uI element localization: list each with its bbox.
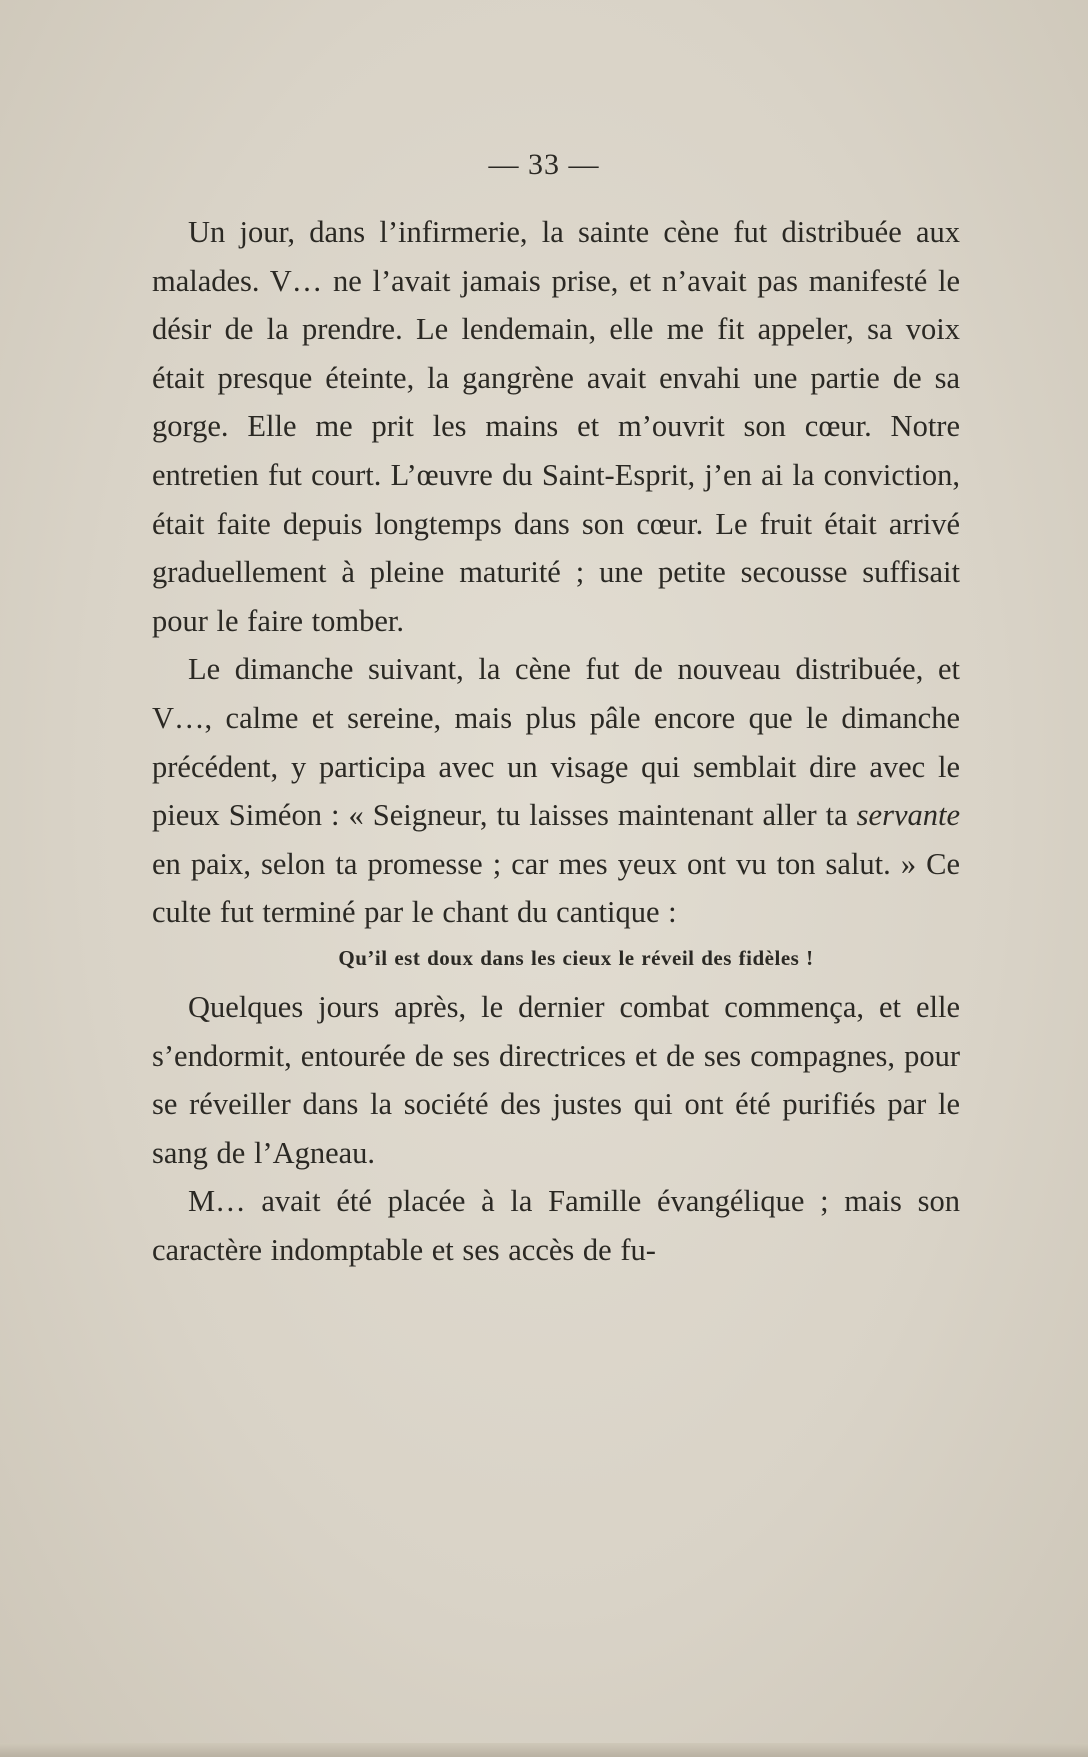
body-text <box>152 208 960 1274</box>
paragraph-sunday <box>152 645 960 937</box>
paragraph-sunday-end: en paix, selon ta promesse ; car mes yeux ont vu ton salut. » Ce culte fut terminé par le chant du cantique : <box>152 846 960 930</box>
italic-word: servante <box>856 798 960 833</box>
paragraph-communion: Un jour, dans l’infirmerie, la sainte cène fut distribuée aux malades. V… ne l’avait jamais prise, et n’avait pas manifesté le désir de la prendre. Le lendemain, elle me fit appeler, sa voix était presque éteinte, la gangrène avait envahi une partie de sa gorge. Elle me prit les mains et m’ouvrit son cœur. Notre entretien fut court. L’œuvre du Saint-Esprit, j’en ai la conviction, était faite depuis longtemps dans son cœur. Le fruit était arrivé graduellement à pleine maturité ; une petite secousse suffisait pour le faire tomber. <box>152 215 960 638</box>
paragraph-m: M… avait été placée à la Famille évangélique ; mais son caractère indomptable et ses accès de fu- <box>152 1184 960 1267</box>
page-bottom-edge <box>0 1743 1088 1757</box>
hymn-quote: Qu’il est doux dans les cieux le réveil des fidèles ! <box>338 945 814 970</box>
page-number: — 33 — <box>488 148 600 181</box>
paragraph-final-combat: Quelques jours après, le dernier combat commença, et elle s’endormit, entourée de ses directrices et de ses compagnes, pour se réveiller dans la société des justes qui ont été purifiés par le sang de l’Agneau. <box>152 989 960 1170</box>
paragraph-sunday-start: Le dimanche suivant, la cène fut de nouveau distribuée, et V…, calme et sereine, mais plus pâle encore que le dimanche précédent, y participa avec un visage qui semblait dire avec le pieux Siméon : « Seigneur, tu laisses maintenant aller ta <box>152 652 960 833</box>
